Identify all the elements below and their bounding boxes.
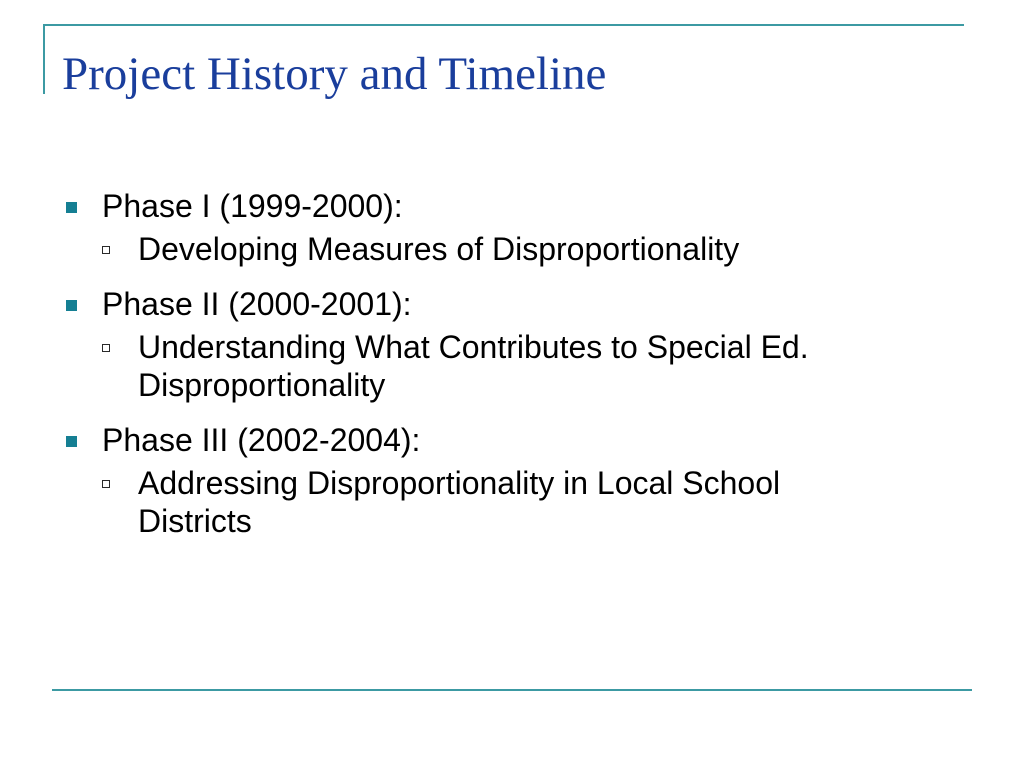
phase-detail-item	[102, 230, 960, 268]
phase-label: Phase I (1999-2000):	[102, 188, 403, 224]
footer-rule	[52, 689, 972, 691]
title-frame-left-rule	[43, 24, 45, 94]
title-frame-top-rule	[43, 24, 964, 26]
phase-detail: Addressing Disproportionality in Local School Districts	[138, 465, 781, 539]
phase-detail-item	[102, 464, 858, 540]
phase-detail: Developing Measures of Disproportionality	[138, 231, 740, 267]
hollow-square-bullet-icon	[102, 480, 110, 488]
slide-title: Project History and Timeline	[62, 48, 607, 100]
square-bullet-icon	[66, 202, 77, 213]
phase-item-2	[60, 284, 960, 404]
square-bullet-icon	[66, 300, 77, 311]
phase-sub-list	[102, 230, 960, 268]
phase-label: Phase III (2002-2004):	[102, 422, 421, 458]
phase-sub-list	[102, 328, 960, 404]
phase-label: Phase II (2000-2001):	[102, 286, 412, 322]
phase-item-1	[60, 186, 960, 268]
phase-sub-list	[102, 464, 960, 540]
square-bullet-icon	[66, 436, 77, 447]
hollow-square-bullet-icon	[102, 344, 110, 352]
hollow-square-bullet-icon	[102, 246, 110, 254]
phase-detail-item	[102, 328, 938, 404]
phase-item-3	[60, 420, 960, 540]
phase-list	[60, 186, 960, 556]
phase-detail: Understanding What Contributes to Special Ed. Disproportionality	[138, 329, 809, 403]
